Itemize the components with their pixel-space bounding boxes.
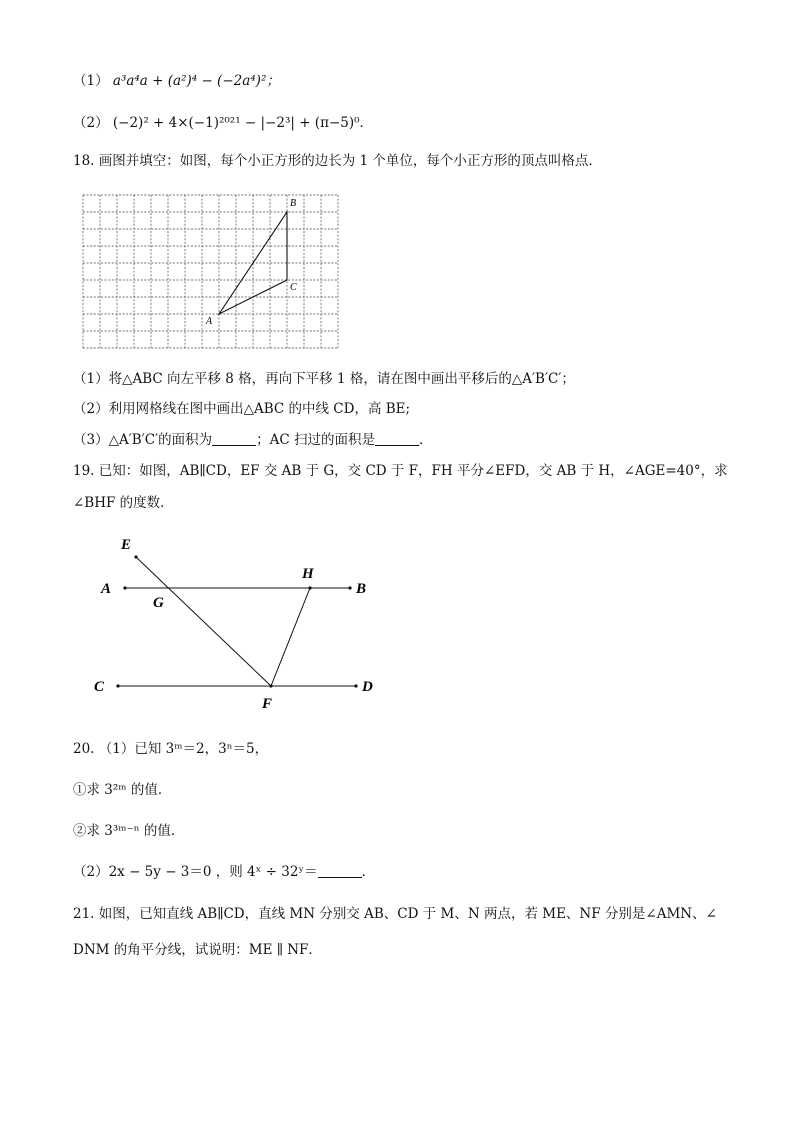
q21-stem-line1: 21. 如图，已知直线 AB∥CD，直线 MN 分别交 AB、CD 于 M、N 两点，若 ME、NF 分别是∠AMN、∠ <box>73 906 717 922</box>
q20-stem: 20. （1）已知 3ᵐ＝2，3ⁿ＝5， <box>73 741 269 757</box>
q18-answer-blank-1 <box>212 431 256 446</box>
point-d <box>354 684 357 687</box>
grid-label-c: C <box>290 282 297 293</box>
grid-label-b: B <box>290 198 297 209</box>
q18-grid-figure <box>80 194 342 350</box>
q17-part2: （2） (−2)² + 4×(−1)²⁰²¹ − |−2³| + (π−5)⁰． <box>73 115 374 131</box>
q20-sub2: ②求 3³ᵐ⁻ⁿ 的值． <box>73 823 185 839</box>
label-f: F <box>262 696 273 712</box>
q20-sub1: ①求 3²ᵐ 的值． <box>73 782 172 798</box>
grid-label-a: A <box>206 316 213 327</box>
q17-part1-expression: a³a⁴a + (a²)⁴ − (−2a⁴)²； <box>112 73 280 89</box>
point-a <box>123 586 126 589</box>
q19-stem-line1: 19. 已知：如图，AB∥CD，EF 交 AB 于 G，交 CD 于 F，FH 平分∠EFD，交 AB 于 H，∠AGE=40°，求 <box>73 463 728 479</box>
label-h: H <box>302 566 314 582</box>
label-d: D <box>362 679 373 695</box>
label-c: C <box>94 679 105 695</box>
q18-part1: （1）将△ABC 向左平移 8 格，再向下平移 1 格，请在图中画出平移后的△A′B′C′； <box>73 371 575 387</box>
triangle-abc <box>219 212 287 314</box>
point-c <box>116 684 119 687</box>
label-g: G <box>153 595 164 611</box>
q18-stem: 18. 画图并填空：如图，每个小正方形的边长为 1 个单位，每个小正方形的顶点叫格点． <box>73 153 602 169</box>
point-h <box>308 586 311 589</box>
q19-stem-line2: ∠BHF 的度数． <box>73 495 174 511</box>
line-ef <box>136 557 271 686</box>
q18-answer-blank-2 <box>375 431 419 446</box>
point-f <box>269 684 272 687</box>
q21-stem-line2: DNM 的角平分线，试说明：ME ∥ NF． <box>73 942 322 958</box>
q17-part2-expression: (−2)² + 4×(−1)²⁰²¹ − |−2³| + (π−5)⁰． <box>112 115 374 131</box>
q20-part2: （2）2x − 5y − 3＝0 ，则 4ˣ ÷ 32ʸ＝ ． <box>73 864 376 880</box>
q18-part2: （2）利用网格线在图中画出△ABC 的中线 CD，高 BE; <box>73 401 411 417</box>
q19-parallel-lines-figure <box>90 530 390 720</box>
q20-answer-blank <box>318 863 362 878</box>
label-a: A <box>101 581 112 597</box>
line-fh <box>271 588 310 686</box>
q18-part3: （3）△A′B′C′的面积为 ；AC 扫过的面积是 ． <box>73 432 433 448</box>
point-b <box>348 586 351 589</box>
q17-part1: （1） a³a⁴a + (a²)⁴ − (−2a⁴)²； <box>73 73 280 89</box>
label-b: B <box>356 581 367 597</box>
point-e <box>134 555 137 558</box>
label-e: E <box>121 537 132 553</box>
